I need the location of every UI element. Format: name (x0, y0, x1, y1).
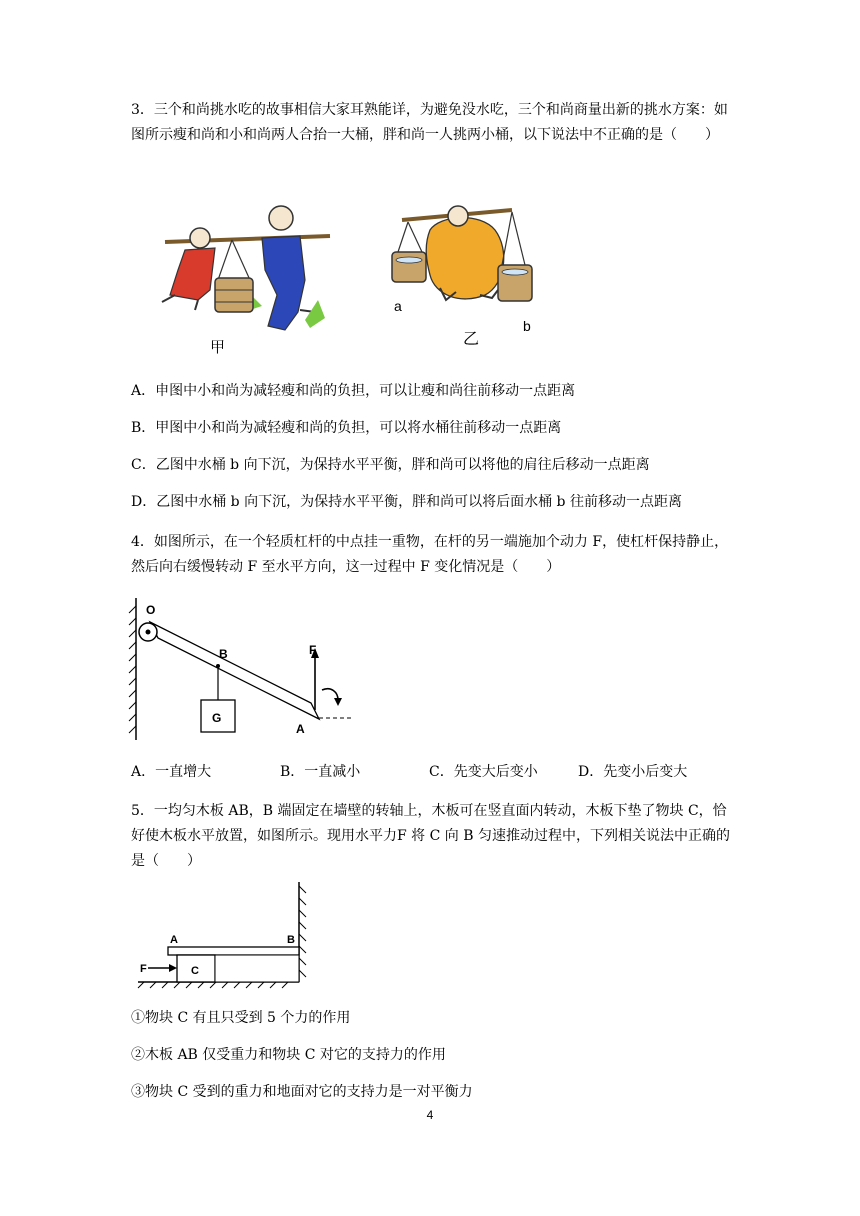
q3-option-b: B．甲图中小和尚为减轻瘦和尚的负担，可以将水桶往前移动一点距离 (131, 420, 562, 436)
monks-carrying-water-illustration (140, 200, 560, 360)
question-5-board-figure (130, 878, 315, 990)
lever-label-g: G (212, 711, 222, 725)
q4-option-c: C．先变大后变小 (429, 764, 538, 780)
q4-option-d: D．先变小后变大 (578, 764, 688, 780)
lever-diagram (126, 592, 356, 742)
board-label-f: F (140, 963, 147, 975)
figure-jia-drawing (162, 206, 330, 330)
q4-option-a: A．一直增大 (131, 764, 212, 780)
lever-label-b: B (219, 647, 228, 661)
question-4-text: 4．如图所示，在一个轻质杠杆的中点挂一重物，在杆的另一端施加个动力 F，使杠杆保持静止，然后向右缓慢转动 F 至水平方向，这一过程中 F 变化情况是（ ） (131, 534, 729, 575)
bucket-b-label: b (523, 318, 531, 334)
question-4-lever-figure (126, 592, 356, 742)
question-3-text: 3．三个和尚挑水吃的故事相信大家耳熟能详，为避免没水吃，三个和尚商量出新的挑水方案：如图所示瘦和尚和小和尚两人合抬一大桶，胖和尚一人挑两小桶，以下说法中不正确的是（ ） (131, 102, 728, 143)
board-label-a: A (170, 934, 178, 946)
question-3-figure (140, 200, 560, 360)
lever-label-f: F (309, 643, 317, 657)
q3-option-c: C．乙图中水桶 b 向下沉，为保持水平平衡，胖和尚可以将他的肩往后移动一点距离 (131, 457, 650, 473)
figure-yi-drawing (392, 206, 532, 301)
figure-yi-label: 乙 (463, 331, 480, 348)
question-5-text: 5．一均匀木板 AB，B 端固定在墙壁的转轴上，木板可在竖直面内转动，木板下垫了物块 C，恰好使木板水平放置，如图所示。现用水平力F 将 C 向 B 匀速推动过程中，下列相关说法中正确的是（ ） (131, 803, 730, 869)
q3-option-a: A．申图中小和尚为减轻瘦和尚的负担，可以让瘦和尚往前移动一点距离 (131, 383, 576, 399)
board-and-block-diagram (130, 878, 315, 990)
q5-statement-3: ③物块 C 受到的重力和地面对它的支持力是一对平衡力 (131, 1084, 473, 1100)
bucket-a-label: a (394, 298, 402, 314)
figure-jia-label: 甲 (210, 339, 226, 356)
board-label-b: B (287, 934, 295, 946)
block-label-c: C (191, 965, 199, 977)
q3-option-d: D．乙图中水桶 b 向下沉，为保持水平平衡，胖和尚可以将后面水桶 b 往前移动一点距离 (131, 494, 682, 510)
lever-label-o: O (146, 603, 156, 617)
q5-statement-2: ②木板 AB 仅受重力和物块 C 对它的支持力的作用 (131, 1047, 446, 1063)
q4-option-b: B．一直减小 (280, 764, 361, 780)
lever-label-a: A (296, 722, 305, 736)
page-number: 4 (426, 1108, 434, 1122)
q5-statement-1: ①物块 C 有且只受到 5 个力的作用 (131, 1010, 351, 1026)
